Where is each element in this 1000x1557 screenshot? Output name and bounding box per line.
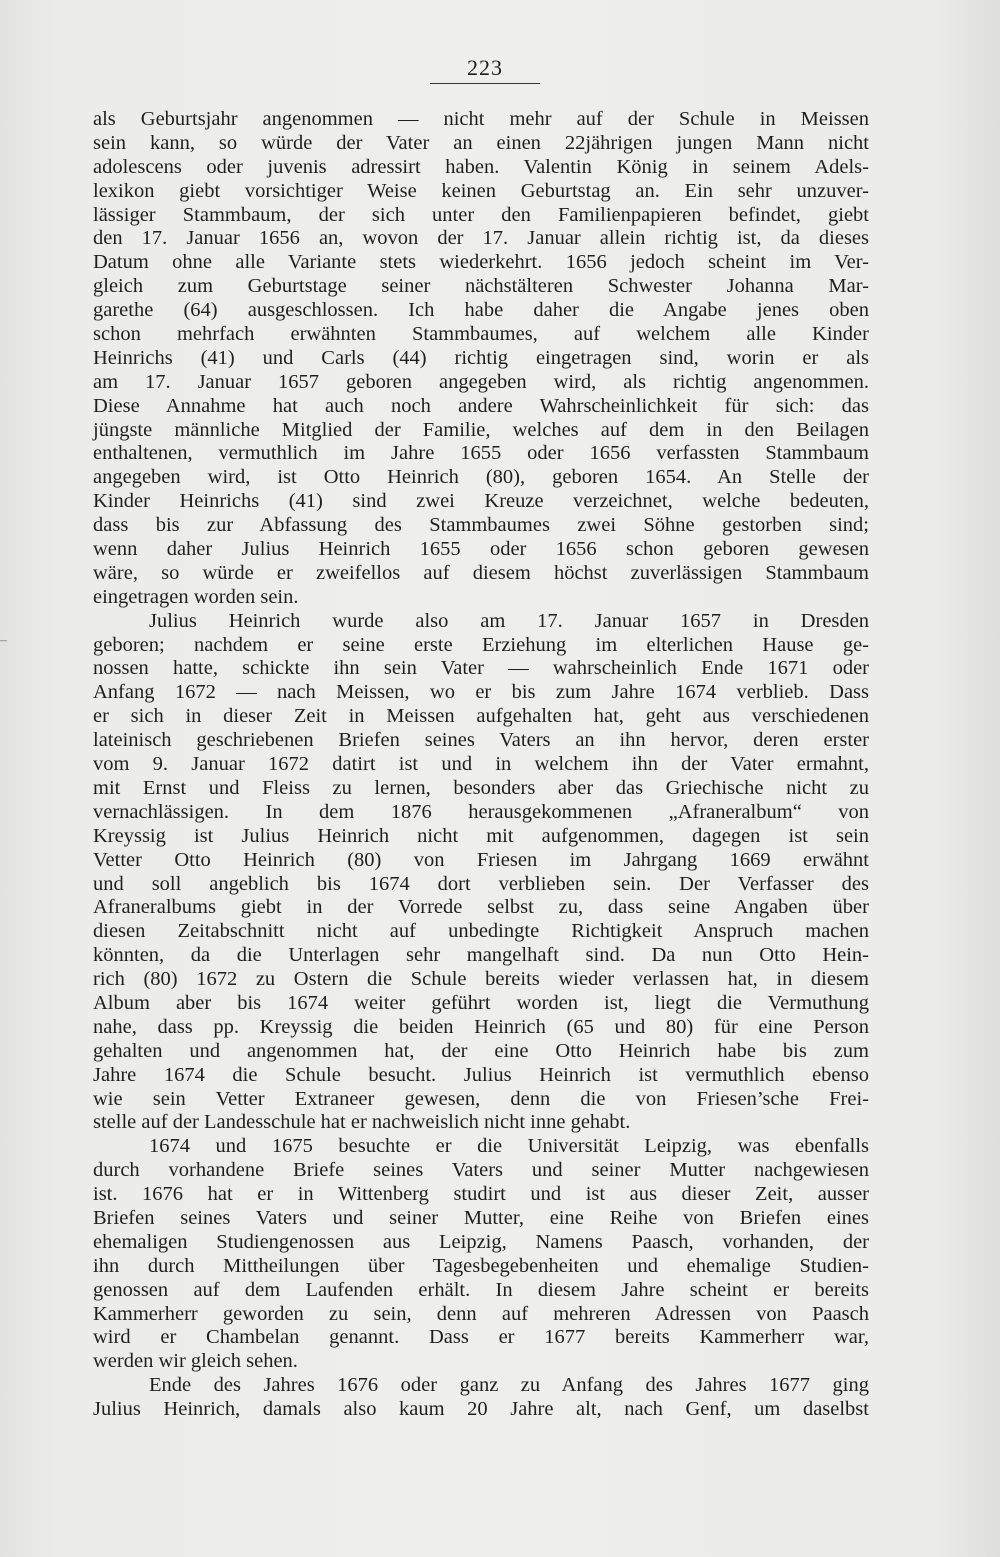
text-line: den 17. Januar 1656 an, wovon der 17. Januar allein richtig ist, da dieses bbox=[93, 227, 869, 250]
text-line: Briefen seines Vaters und seiner Mutter, eine Reihe von Briefen eines bbox=[93, 1206, 869, 1229]
text-line: vernachlässigen. In dem 1876 herausgekommenen „Afraneralbum“ von bbox=[93, 800, 869, 823]
text-line: Kinder Heinrichs (41) sind zwei Kreuze verzeichnet, welche bedeuten, bbox=[93, 490, 869, 513]
text-line: am 17. Januar 1657 geboren angegeben wird, als richtig angenommen. bbox=[93, 370, 869, 393]
text-line: lässiger Stammbaum, der sich unter den Familienpapieren befindet, giebt bbox=[93, 203, 869, 226]
text-line: jüngste männliche Mitglied der Familie, welches auf dem in den Beilagen bbox=[93, 418, 869, 441]
text-line: und soll angeblich bis 1674 dort verblieben sein. Der Verfasser des bbox=[93, 872, 869, 895]
body-text bbox=[93, 108, 869, 1422]
text-line: geboren; nachdem er seine erste Erziehung im elterlichen Hause ge- bbox=[93, 633, 869, 656]
text-line: schon mehrfach erwähnten Stammbaumes, auf welchem alle Kinder bbox=[93, 323, 869, 346]
text-line: Kammerherr geworden zu sein, denn auf mehreren Adressen von Paasch bbox=[93, 1302, 869, 1325]
text-line: diesen Zeitabschnitt nicht auf unbedingte Richtigkeit Anspruch machen bbox=[93, 920, 869, 943]
text-line: garethe (64) ausgeschlossen. Ich habe daher die Angabe jenes oben bbox=[93, 299, 869, 322]
text-line: Datum ohne alle Variante stets wiederkehrt. 1656 jedoch scheint im Ver- bbox=[93, 251, 869, 274]
text-line: genossen auf dem Laufenden erhält. In diesem Jahre scheint er bereits bbox=[93, 1278, 869, 1301]
text-line: enthaltenen, vermuthlich im Jahre 1655 oder 1656 verfassten Stammbaum bbox=[93, 442, 869, 465]
text-line: lexikon giebt vorsichtiger Weise keinen Geburtstag an. Ein sehr unzuver- bbox=[93, 179, 869, 202]
text-line: könnten, da die Unterlagen sehr mangelhaft sind. Da nun Otto Hein- bbox=[93, 944, 869, 967]
text-line: nossen hatte, schickte ihn sein Vater — wahrscheinlich Ende 1671 oder bbox=[93, 657, 869, 680]
page-number: 223 bbox=[430, 55, 540, 84]
text-line: wenn daher Julius Heinrich 1655 oder 1656 schon geboren gewesen bbox=[93, 538, 869, 561]
text-line: angegeben wird, ist Otto Heinrich (80), geboren 1654. An Stelle der bbox=[93, 466, 869, 489]
text-line: Heinrichs (41) und Carls (44) richtig eingetragen sind, worin er als bbox=[93, 346, 869, 369]
text-line: durch vorhandene Briefe seines Vaters und seiner Mutter nachgewiesen bbox=[93, 1159, 869, 1182]
text-line: Diese Annahme hat auch noch andere Wahrscheinlichkeit für sich: das bbox=[93, 394, 869, 417]
text-line: Julius Heinrich wurde also am 17. Januar 1657 in Dresden bbox=[149, 609, 869, 632]
text-line: Album aber bis 1674 weiter geführt worden ist, liegt die Vermuthung bbox=[93, 991, 869, 1014]
text-line: Julius Heinrich, damals also kaum 20 Jahre alt, nach Genf, um daselbst bbox=[93, 1398, 869, 1421]
text-line: Jahre 1674 die Schule besucht. Julius Heinrich ist vermuthlich ebenso bbox=[93, 1063, 869, 1086]
text-line: ist. 1676 hat er in Wittenberg studirt und ist aus dieser Zeit, ausser bbox=[93, 1183, 869, 1206]
text-line: ihn durch Mittheilungen über Tagesbegebenheiten und ehemalige Studien- bbox=[93, 1254, 869, 1277]
text-line: 1674 und 1675 besuchte er die Universität Leipzig, was ebenfalls bbox=[149, 1135, 869, 1158]
text-line: vom 9. Januar 1672 datirt ist und in welchem ihn der Vater ermahnt, bbox=[93, 753, 869, 776]
text-line: ehemaligen Studiengenossen aus Leipzig, Namens Paasch, vorhanden, der bbox=[93, 1230, 869, 1253]
text-line: dass bis zur Abfassung des Stammbaumes zwei Söhne gestorben sind; bbox=[93, 514, 869, 537]
text-line: rich (80) 1672 zu Ostern die Schule bereits wieder verlassen hat, in diesem bbox=[93, 968, 869, 991]
text-line: gleich zum Geburtstage seiner nächstälteren Schwester Johanna Mar- bbox=[93, 275, 869, 298]
text-line: werden wir gleich sehen. bbox=[93, 1350, 298, 1373]
text-line: Afraneralbums giebt in der Vorrede selbst zu, dass seine Angaben über bbox=[93, 896, 869, 919]
text-line: adolescens oder juvenis adressirt haben. Valentin König in seinem Adels- bbox=[93, 155, 869, 178]
text-line: Ende des Jahres 1676 oder ganz zu Anfang des Jahres 1677 ging bbox=[149, 1374, 869, 1397]
text-line: er sich in dieser Zeit in Meissen aufgehalten hat, geht aus verschiedenen bbox=[93, 705, 869, 728]
text-line: wird er Chambelan genannt. Dass er 1677 bereits Kammerherr war, bbox=[93, 1326, 869, 1349]
text-line: wie sein Vetter Extraneer gewesen, denn die von Friesen’sche Frei- bbox=[93, 1087, 869, 1110]
margin-mark: – bbox=[0, 633, 7, 648]
text-line: wäre, so würde er zweifellos auf diesem höchst zuverlässigen Stammbaum bbox=[93, 561, 869, 584]
text-line: Kreyssig ist Julius Heinrich nicht mit aufgenommen, dagegen ist sein bbox=[93, 824, 869, 847]
text-line: Anfang 1672 — nach Meissen, wo er bis zum Jahre 1674 verblieb. Dass bbox=[93, 681, 869, 704]
text-line: sein kann, so würde der Vater an einen 22jährigen jungen Mann nicht bbox=[93, 131, 869, 154]
text-line: gehalten und angenommen hat, der eine Otto Heinrich habe bis zum bbox=[93, 1039, 869, 1062]
text-line: eingetragen worden sein. bbox=[93, 585, 299, 608]
text-line: Vetter Otto Heinrich (80) von Friesen im Jahrgang 1669 erwähnt bbox=[93, 848, 869, 871]
text-line: mit Ernst und Fleiss zu lernen, besonders aber das Griechische nicht zu bbox=[93, 776, 869, 799]
text-line: stelle auf der Landesschule hat er nachweislich nicht inne gehabt. bbox=[93, 1111, 631, 1134]
text-line: nahe, dass pp. Kreyssig die beiden Heinrich (65 und 80) für eine Person bbox=[93, 1015, 869, 1038]
text-line: lateinisch geschriebenen Briefen seines Vaters an ihn hervor, deren erster bbox=[93, 729, 869, 752]
text-line: als Geburtsjahr angenommen — nicht mehr auf der Schule in Meissen bbox=[93, 108, 869, 130]
